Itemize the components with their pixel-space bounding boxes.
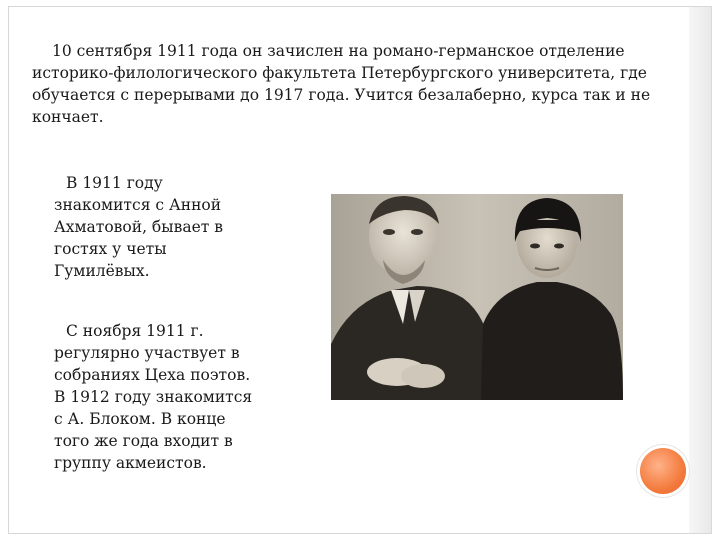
akhmatova-paragraph: В 1911 году знакомится с Анной Ахматовой, бывает в гостях у четы Гумилёвых. bbox=[54, 174, 223, 280]
tsekh-paragraph: С ноября 1911 г. регулярно участвует в собраниях Цеха поэтов. В 1912 году знакомится с А. Блоком. В конце того же года входит в группу акмеистов. bbox=[54, 322, 253, 472]
slide-right-edge bbox=[689, 7, 711, 533]
intro-paragraph: 10 сентября 1911 года он зачислен на романо-германское отделение историко-филологического факультета Петербургского университета, где обучается с перерывами до 1917 года. Учится безалаберно, курса так и не кончает. bbox=[32, 42, 651, 126]
portrait-photo-image bbox=[331, 194, 623, 400]
decorative-orange-circle bbox=[640, 448, 686, 494]
portrait-photo bbox=[331, 194, 623, 400]
